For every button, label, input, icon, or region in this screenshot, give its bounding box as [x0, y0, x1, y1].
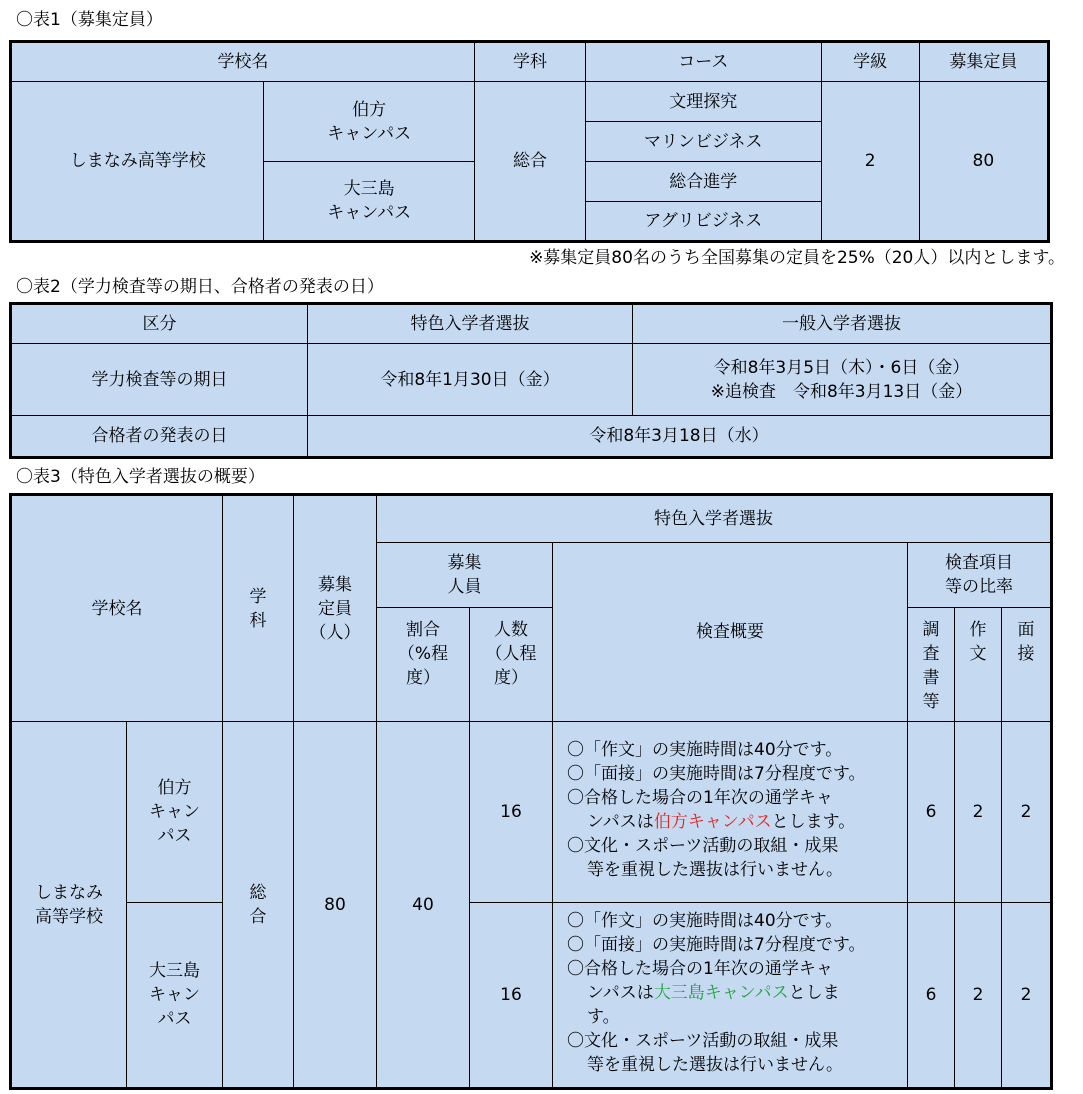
t2-header-category: 区分: [11, 304, 308, 344]
t2-header-tokushoku: 特色入学者選抜: [308, 304, 633, 344]
t3-header-weights: 検査項目 等の比率: [908, 543, 1052, 607]
t1-course: 文理探究: [586, 82, 821, 122]
t1-dept: 総合: [474, 82, 585, 242]
t2-tokushoku-exam-date: 令和8年1月30日（金）: [308, 344, 633, 416]
t3-dept: 総 合: [223, 722, 294, 1089]
t3-header-school: 学校名: [11, 495, 223, 722]
t3-header-recruit: 募集 人員: [377, 543, 553, 607]
t1-classes: 2: [821, 82, 919, 242]
t2-ippan-date-main: 令和8年3月5日（木）・6日（金）: [713, 357, 970, 378]
t3-campus-hakata: 伯方 キャン パス: [127, 722, 223, 903]
overview-line: 〇合格した場合の1年次の通学キャ: [567, 959, 833, 980]
table1-capacity: [9, 40, 1050, 243]
t1-note: ※募集定員80名のうち全国募集の定員を25%（20人）以内とします。: [529, 248, 1065, 268]
t3-ratio: 40: [377, 722, 470, 1089]
overview-line: [567, 810, 907, 834]
overview-text: ンパスは: [587, 983, 654, 1004]
t1-course: アグリビジネス: [586, 202, 821, 242]
t3-header-ratio: 割合 （%程 度）: [377, 607, 470, 722]
t1-campus-hakata: 伯方 キャンパス: [264, 82, 474, 162]
overview-line: [567, 981, 907, 1005]
t3-sakubun-omishima: 2: [955, 903, 1002, 1089]
table3-overview: [9, 493, 1053, 1090]
t3-mensetsu-omishima: 2: [1002, 903, 1052, 1089]
t3-header-overview: 検査概要: [553, 543, 908, 722]
t3-header-mensetsu: 面 接: [1002, 607, 1052, 722]
t3-chosa-omishima: 6: [908, 903, 955, 1089]
overview-line: 等を重視した選抜は行いません。: [587, 1055, 844, 1076]
overview-line: 〇「作文」の実施時間は40分です。: [567, 740, 843, 761]
t3-capacity: 80: [294, 722, 377, 1089]
t2-row-exam-date-label: 学力検査等の期日: [11, 344, 308, 416]
t1-header-course: コース: [586, 42, 821, 82]
t2-announce-date: 令和8年3月18日（水）: [308, 416, 1052, 458]
overview-line: 〇「面接」の実施時間は7分程度です。: [567, 935, 866, 956]
t1-campus-omishima: 大三島 キャンパス: [264, 162, 474, 242]
overview-line: 〇文化・スポーツ活動の取組・成果: [567, 1031, 839, 1052]
t3-school-name: しまなみ 高等学校: [11, 722, 127, 1089]
t3-header-selection: 特色入学者選抜: [377, 495, 1052, 543]
t3-chosa-hakata: 6: [908, 722, 955, 903]
t1-school-name: しまなみ高等学校: [11, 82, 264, 242]
t3-header-dept: 学 科: [223, 495, 294, 722]
table2-schedule: [9, 302, 1053, 459]
overview-line: 〇「作文」の実施時間は40分です。: [567, 911, 843, 932]
t1-header-capacity: 募集定員: [919, 42, 1048, 82]
overview-text: とします。: [771, 812, 856, 833]
t1-course: 総合進学: [586, 162, 821, 202]
overview-line: 等を重視した選抜は行いません。: [587, 860, 844, 881]
t3-count-omishima: 16: [470, 903, 553, 1089]
t3-header-count: 人数 （人程 度）: [470, 607, 553, 722]
t3-campus-omishima: 大三島 キャン パス: [127, 903, 223, 1089]
t3-overview-hakata: [553, 722, 908, 903]
t3-mensetsu-hakata: 2: [1002, 722, 1052, 903]
t2-header-ippan: 一般入学者選抜: [633, 304, 1052, 344]
overview-line: 〇「面接」の実施時間は7分程度です。: [567, 764, 866, 785]
t2-row-announce-label: 合格者の発表の日: [11, 416, 308, 458]
table2-caption: 〇表2（学力検査等の期日、合格者の発表の日）: [16, 277, 384, 297]
highlight-campus-omishima: 大三島キャンパス: [653, 983, 789, 1004]
t2-ippan-date-makeup: ※追検査 令和8年3月13日（金）: [710, 381, 973, 402]
overview-line: 〇文化・スポーツ活動の取組・成果: [567, 836, 839, 857]
t1-header-classes: 学級: [821, 42, 919, 82]
t1-header-dept: 学科: [474, 42, 585, 82]
t3-count-hakata: 16: [470, 722, 553, 903]
t3-header-sakubun: 作 文: [955, 607, 1002, 722]
overview-line: 〇合格した場合の1年次の通学キャ: [567, 788, 833, 809]
t3-overview-omishima: [553, 903, 908, 1089]
overview-text: としま: [788, 983, 840, 1004]
t3-header-capacity: 募集 定員 （人）: [294, 495, 377, 722]
t2-ippan-exam-date: [633, 344, 1052, 416]
t3-sakubun-hakata: 2: [955, 722, 1002, 903]
t1-header-school: 学校名: [11, 42, 475, 82]
t1-capacity: 80: [919, 82, 1048, 242]
t3-header-chosa: 調 査 書 等: [908, 607, 955, 722]
table3-caption: 〇表3（特色入学者選抜の概要）: [16, 467, 265, 487]
table1-caption: 〇表1（募集定員）: [16, 10, 163, 30]
overview-text: ンパスは: [587, 812, 654, 833]
overview-line: す。: [587, 1007, 620, 1028]
t1-course: マリンビジネス: [586, 122, 821, 162]
highlight-campus-hakata: 伯方キャンパス: [653, 812, 772, 833]
